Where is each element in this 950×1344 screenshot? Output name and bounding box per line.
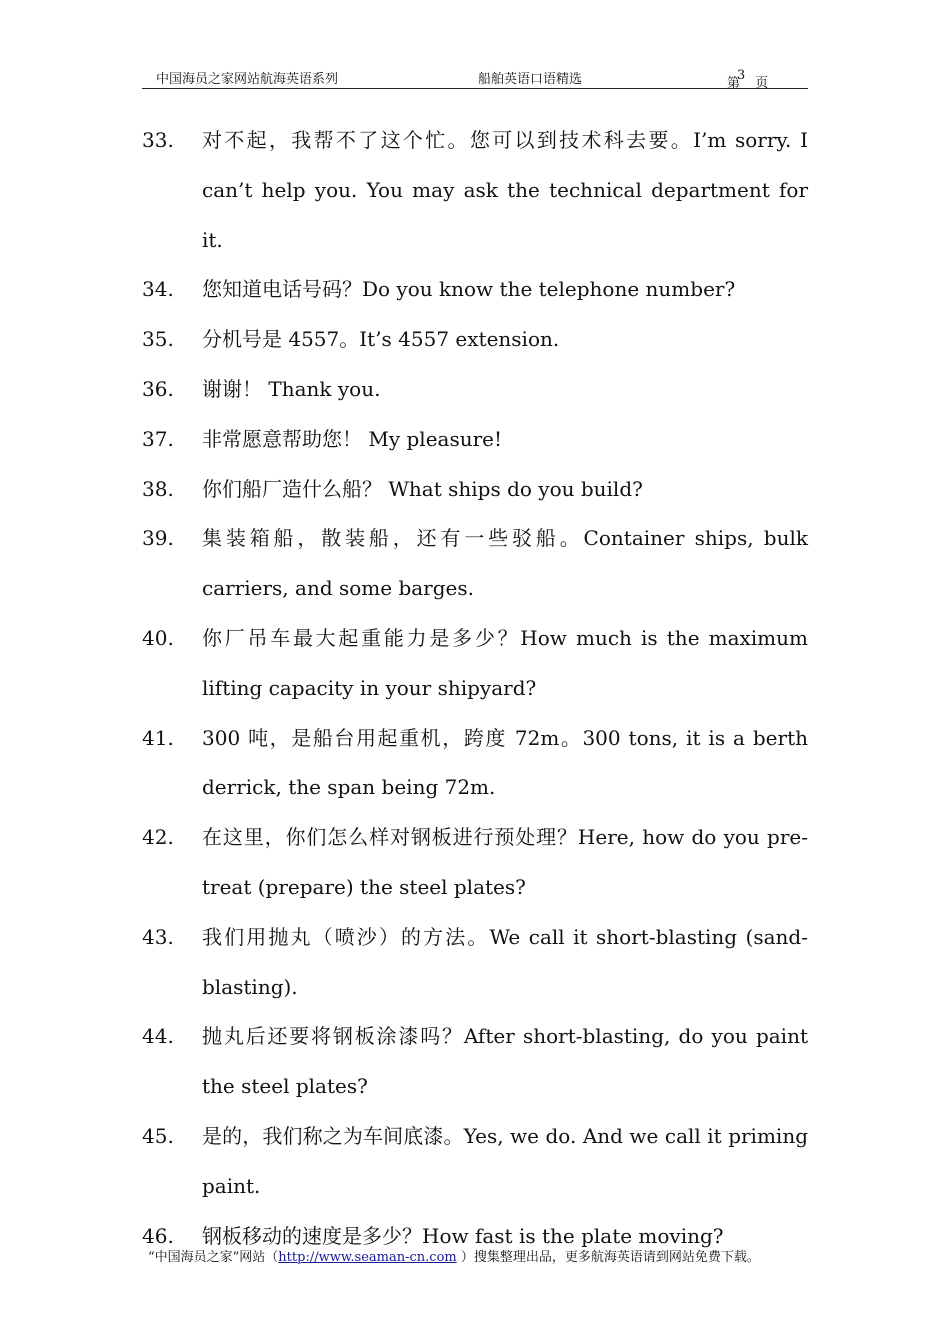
item-number: 46. (142, 1223, 174, 1248)
item-text: 钢板移动的速度是多少？How fast is the plate moving? (202, 1223, 724, 1248)
list-item (142, 415, 808, 465)
list-item (142, 315, 808, 365)
item-number: 38. (142, 476, 174, 501)
item-text: 分机号是 4557。It’s 4557 extension. (202, 327, 560, 352)
item-number: 43. (142, 924, 174, 949)
item-text: 集装箱船，散装船，还有一些驳船。Container ships, bulk carriers, and some barges. (202, 526, 808, 601)
item-number: 34. (142, 277, 174, 302)
phrase-list (142, 116, 808, 1261)
list-item (142, 714, 808, 814)
list-item (142, 813, 808, 913)
item-number: 37. (142, 426, 174, 451)
list-item (142, 365, 808, 415)
list-item (142, 1012, 808, 1112)
header-page-number (727, 68, 769, 91)
item-text: 抛丸后还要将钢板涂漆吗？After short-blasting, do you paint the steel plates? (202, 1024, 808, 1099)
item-text: 在这里，你们怎么样对钢板进行预处理？Here, how do you pre-treat (prepare) the steel plates? (202, 825, 808, 899)
item-number: 41. (142, 725, 174, 750)
item-number: 42. (142, 825, 174, 850)
item-text: 我们用抛丸（喷沙）的方法。We call it short-blasting (sand-blasting). (202, 924, 808, 999)
item-number: 36. (142, 376, 174, 401)
page-footer (148, 1246, 808, 1265)
list-item (142, 514, 808, 614)
item-number: 39. (142, 526, 174, 551)
footer-prefix: “中国海员之家”网站（ (148, 1250, 279, 1265)
list-item (142, 1112, 808, 1212)
item-text: 300 吨，是船台用起重机，跨度 72m。300 tons, it is a berth derrick, the span being 72m. (202, 725, 808, 800)
item-text: 对不起，我帮不了这个忙。您可以到技术科去要。I’m sorry. I can’t help you. You may ask the technical department for it. (202, 128, 808, 252)
item-text: 你厂吊车最大起重能力是多少？How much is the maximum lifting capacity in your shipyard? (202, 625, 808, 700)
header-document-title: 船舶英语口语精选 (478, 72, 583, 87)
item-number: 45. (142, 1123, 174, 1148)
footer-suffix: ）搜集整理出品，更多航海英语请到网站免费下载。 (456, 1250, 760, 1265)
list-item (142, 116, 808, 265)
item-text: 是的，我们称之为车间底漆。Yes, we do. And we call it priming paint. (202, 1123, 808, 1198)
page-prefix: 第 (727, 76, 741, 91)
page-number: 3 (737, 68, 746, 83)
header-series-title: 中国海员之家网站航海英语系列 (156, 72, 339, 87)
list-item (142, 913, 808, 1013)
list-item (142, 265, 808, 315)
item-text: 非常愿意帮助您！ My pleasure! (202, 426, 503, 451)
website-link[interactable]: http://www.seaman-cn.com (278, 1250, 457, 1265)
page-suffix: 页 (755, 76, 769, 91)
item-text: 你们船厂造什么船？ What ships do you build? (202, 476, 643, 501)
page-header (142, 64, 808, 89)
item-number: 35. (142, 327, 174, 352)
item-number: 33. (142, 128, 174, 152)
item-number: 40. (142, 625, 174, 650)
list-item (142, 465, 808, 515)
list-item (142, 614, 808, 714)
item-text: 谢谢！ Thank you. (202, 376, 381, 401)
item-text: 您知道电话号码？Do you know the telephone number? (202, 277, 736, 302)
item-number: 44. (142, 1024, 174, 1049)
